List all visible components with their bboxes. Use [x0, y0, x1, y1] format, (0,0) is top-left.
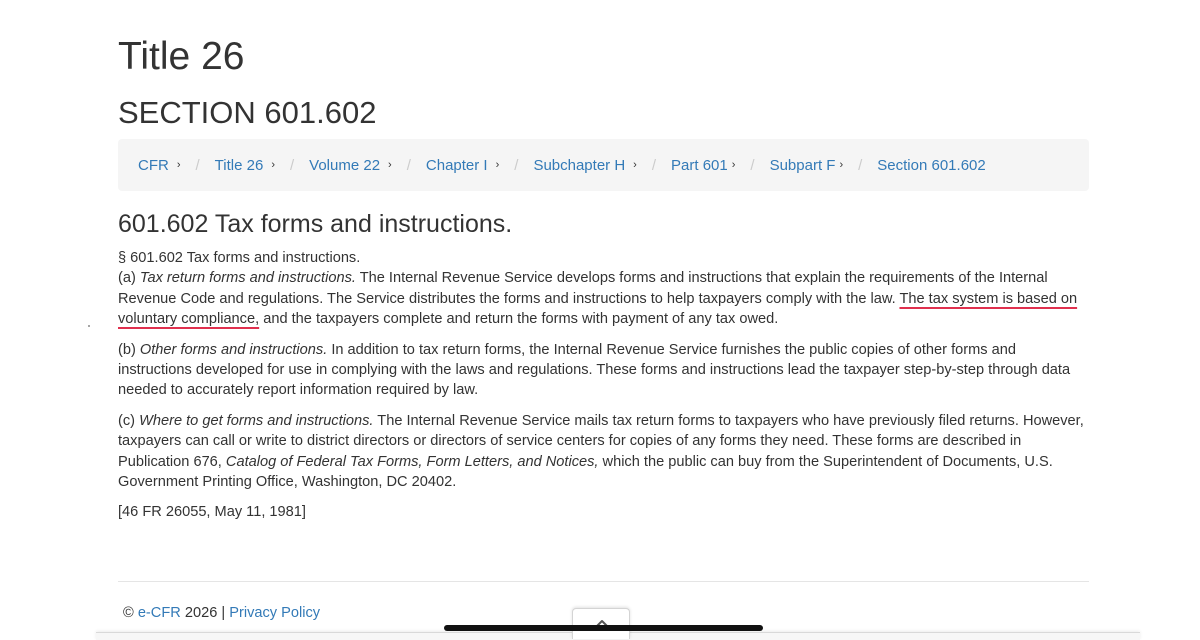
breadcrumb-link-subchapter[interactable]: Subchapter H [533, 156, 626, 174]
breadcrumb-separator: / [858, 156, 863, 174]
breadcrumb-item-subpart [770, 157, 878, 174]
citation: [46 FR 26055, May 11, 1981] [118, 504, 306, 521]
highlighted-phrase: The tax system is based on voluntary compliance, [118, 290, 1078, 328]
paragraph-c-title: Where to get forms and instructions. [139, 412, 374, 429]
caret-right-icon[interactable]: › [839, 159, 844, 171]
breadcrumb-separator: / [651, 156, 657, 174]
breadcrumb-link-chapter[interactable]: Chapter I [425, 156, 488, 174]
breadcrumb-item-subchapter [533, 157, 671, 174]
site-link[interactable]: e-CFR [137, 605, 181, 621]
breadcrumb-link-part[interactable]: Part 601 [671, 156, 728, 174]
stray-dot [88, 325, 90, 327]
paragraph-a-title: Tax return forms and instructions. [139, 270, 356, 287]
section-line: § 601.602 Tax forms and instructions. [118, 250, 361, 266]
caret-right-icon[interactable]: › [176, 159, 181, 171]
paragraph-a [118, 268, 1089, 329]
paragraph-c-text-end: which the public can buy from the Superintendent of Documents, U.S. Government Printing Office, Washington, DC 20402. [118, 453, 1053, 491]
breadcrumb-separator: / [750, 156, 755, 174]
paragraph-a-text: The Internal Revenue Service develops forms and instructions that explain the requirements of the Internal Revenue Code and regulations. The Service distributes the forms and instructions to help taxpayers comply with the law. [118, 270, 1048, 307]
breadcrumb-link-section[interactable]: Section 601.602 [877, 156, 986, 174]
breadcrumb-item-part [671, 157, 770, 174]
footer [123, 603, 320, 623]
paragraph-b-text: In addition to tax return forms, the Internal Revenue Service furnishes the public copies of other forms and instructions developed for use in complying with the laws and regulations. These forms and instructions lead the taxpayer step-by-step through data needed to accurately report information required by law. [118, 341, 1071, 399]
section-content [118, 248, 1089, 533]
breadcrumb-link-cfr[interactable]: CFR [138, 156, 169, 174]
paragraph-c [118, 411, 1089, 493]
paragraph-b-title: Other forms and instructions. [139, 341, 328, 358]
home-indicator[interactable] [444, 625, 763, 631]
publication-title: Catalog of Federal Tax Forms, Form Letters, and Notices, [225, 453, 599, 470]
page-title: Title 26 [118, 35, 245, 78]
section-title: SECTION 601.602 [118, 95, 377, 130]
breadcrumb-link-title[interactable]: Title 26 [214, 156, 264, 174]
paragraph-b-prefix: (b) [118, 341, 140, 358]
breadcrumb [118, 139, 1089, 191]
section-heading: 601.602 Tax forms and instructions. [118, 210, 513, 238]
copyright-year: 2026 [180, 605, 222, 621]
footer-divider [118, 581, 1089, 582]
paragraph-a-text-end: and the taxpayers complete and return the forms with payment of any tax owed. [259, 311, 779, 328]
breadcrumb-item-volume [309, 157, 426, 174]
breadcrumb-separator: / [289, 156, 295, 174]
breadcrumb-item-section [877, 157, 985, 174]
breadcrumb-link-volume[interactable]: Volume 22 [309, 156, 381, 174]
breadcrumb-item-cfr [138, 157, 215, 174]
caret-right-icon[interactable]: › [495, 159, 500, 171]
caret-right-icon[interactable]: › [388, 159, 392, 171]
breadcrumb-separator: / [514, 156, 519, 174]
breadcrumb-separator: / [406, 156, 411, 174]
paragraph-c-prefix: (c) [118, 412, 140, 429]
paragraph-b [118, 340, 1089, 401]
privacy-policy-link[interactable]: Privacy Policy [229, 605, 321, 621]
breadcrumb-link-subpart[interactable]: Subpart F [769, 156, 836, 174]
caret-right-icon[interactable]: › [633, 159, 637, 171]
caret-right-icon[interactable]: › [731, 159, 736, 171]
breadcrumb-item-title [215, 157, 309, 174]
copyright-symbol: © [123, 605, 138, 621]
scroll-to-top-button[interactable] [572, 608, 630, 639]
paragraph-a-prefix: (a) [118, 270, 140, 287]
footer-divider-bar: | [221, 605, 226, 621]
paragraph-c-text: The Internal Revenue Service mails tax return forms to taxpayers who have previously filed returns. However, taxpayers can call or write to district directors or directors of service centers for copies of any forms they need. These forms are described in Publication 676, [118, 412, 1084, 470]
breadcrumb-separator: / [195, 156, 200, 174]
breadcrumb-item-chapter [426, 157, 534, 174]
caret-right-icon[interactable]: › [271, 159, 275, 171]
